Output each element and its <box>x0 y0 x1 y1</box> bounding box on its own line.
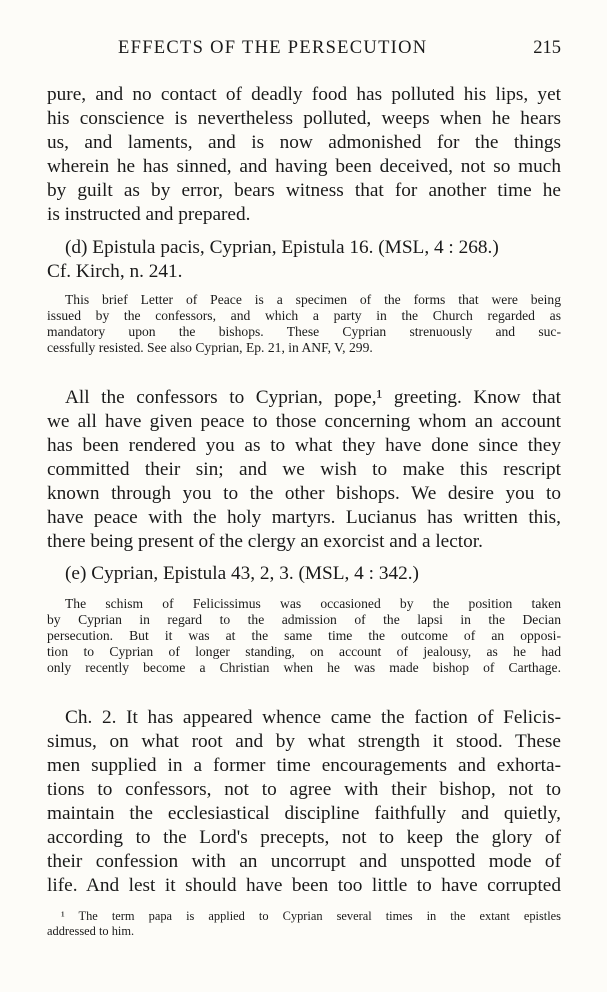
text-line: All the confessors to Cyprian, pope,¹ greeting. Know that <box>65 387 561 408</box>
text-line: simus, on what root and by what strength it stood. These <box>47 731 561 752</box>
text-line: life. And lest it should have been too little to have corrupted <box>47 875 561 896</box>
text-line: maintain the ecclesiastical discipline faithfully and quietly, <box>47 803 561 824</box>
section-heading-e: (e) Cyprian, Epistula 43, 2, 3. (MSL, 4 : 342.) <box>65 563 419 584</box>
running-head: EFFECTS OF THE PERSECUTION <box>118 38 428 58</box>
text-line: according to the Lord's precepts, not to keep the glory of <box>47 827 561 848</box>
text-line: is instructed and prepared. <box>47 204 251 225</box>
footnote-line: addressed to him. <box>47 924 135 938</box>
text-line: pure, and no contact of deadly food has polluted his lips, yet <box>47 84 561 105</box>
text-line: wherein he has sinned, and having been deceived, not so much <box>47 156 561 177</box>
text-line: have peace with the holy martyrs. Lucianus has written this, <box>47 507 561 528</box>
note-line: mandatory upon the bishops. These Cyprian strenuously and suc- <box>47 324 561 339</box>
note-line: The schism of Felicissimus was occasioned by the position taken <box>65 596 561 611</box>
page-header <box>0 34 607 64</box>
heading-line: (d) Epistula pacis, Cyprian, Epistula 16. (MSL, 4 : 268.) <box>65 237 499 258</box>
text-line: we all have given peace to those concerning whom an account <box>47 411 561 432</box>
note-line: persecution. But it was at the same time the outcome of an opposi- <box>47 628 561 643</box>
text-line: tions to confessors, not to agree with their bishop, not to <box>47 779 561 800</box>
heading-line: Cf. Kirch, n. 241. <box>47 261 183 282</box>
note-line: This brief Letter of Peace is a specimen of the forms that were being <box>65 292 561 307</box>
text-line: there being present of the clergy an exorcist and a lector. <box>47 531 483 552</box>
text-line: known through you to the other bishops. We desire you to <box>47 483 561 504</box>
text-line: his conscience is nevertheless polluted, weeps when he hears <box>47 108 561 129</box>
note-line: tion to Cyprian of longer standing, on account of jealousy, as he had <box>47 644 561 659</box>
footnote-line: ¹ The term papa is applied to Cyprian several times in the extant epistles <box>61 909 561 923</box>
page-number: 215 <box>533 38 561 58</box>
text-line: committed their sin; and we wish to make this rescript <box>47 459 561 480</box>
text-line: Ch. 2. It has appeared whence came the faction of Felicis- <box>65 707 561 728</box>
note-line: by Cyprian in regard to the admission of the lapsi in the Decian <box>47 612 561 627</box>
text-line: has been rendered you as to what they have done since they <box>47 435 561 456</box>
note-line: cessfully resisted. See also Cyprian, Ep. 21, in ANF, V, 299. <box>47 340 373 355</box>
note-line: only recently become a Christian when he was made bishop of Carthage. <box>47 660 561 675</box>
text-line: men supplied in a former time encouragements and exhorta- <box>47 755 561 776</box>
note-line: issued by the confessors, and which a party in the Church regarded as <box>47 308 561 323</box>
text-line: their confession with an uncorrupt and unspotted mode of <box>47 851 561 872</box>
text-line: us, and laments, and is now admonished for the things <box>47 132 561 153</box>
text-line: by guilt as by error, bears witness that for another time he <box>47 180 561 201</box>
